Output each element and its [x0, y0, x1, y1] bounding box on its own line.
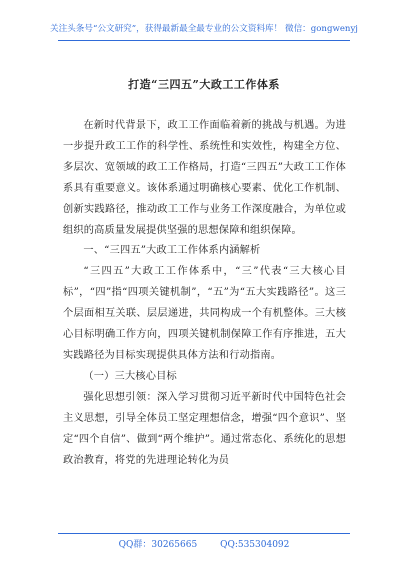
- document-body: [63, 116, 346, 471]
- body-paragraph: “三四五”大政工工作体系中，“三”代表“三大核心目标”，“四”指“四项关键机制”，“五”为“五大实践路径”。这三个层面相互关联、层层递进，共同构成一个有机整体。三大核心目标明确工作方向，四项关键机制保障工作有序推进，五大实践路径为目标实现提供具体方法和行动指南。: [63, 266, 346, 361]
- page-header-banner: 关注头条号“公文研究”，获得最新最全最专业的公文资料库！ 微信：gongwenyj: [50, 24, 358, 34]
- qq-number: QQ:535304092: [220, 540, 290, 550]
- section-heading: 一、“三四五”大政工工作体系内涵解析: [83, 245, 261, 257]
- body-paragraph: 在新时代背景下，政工工作面临着新的挑战与机遇。为进一步提升政工工作的科学性、系统性和实效性，构建全方位、多层次、宽领域的政工工作格局，打造“三四五”大政工工作体系具有重要意义。该体系通过明确核心要素、优化工作机制、创新实践路径，推动政工工作与业务工作深度融合，为单位或组织的高质量发展提供坚强的思想保障和组织保障。: [63, 120, 346, 236]
- qq-group-number: QQ群：30265665: [118, 540, 198, 550]
- body-paragraph: 强化思想引领：深入学习贯彻习近平新时代中国特色社会主义思想，引导全体员工坚定理想信念，增强“四个意识”、坚定“四个自信”、做到“两个维护”。通过常态化、系统化的思想政治教育，将党的先进理论转化为员: [63, 391, 346, 466]
- subsection-heading: （一）三大核心目标: [83, 370, 177, 382]
- document-title: 打造“三四五”大政工工作体系: [128, 78, 280, 91]
- page-footer: [0, 537, 408, 550]
- header-divider: [58, 40, 350, 41]
- footer-divider: [58, 533, 350, 534]
